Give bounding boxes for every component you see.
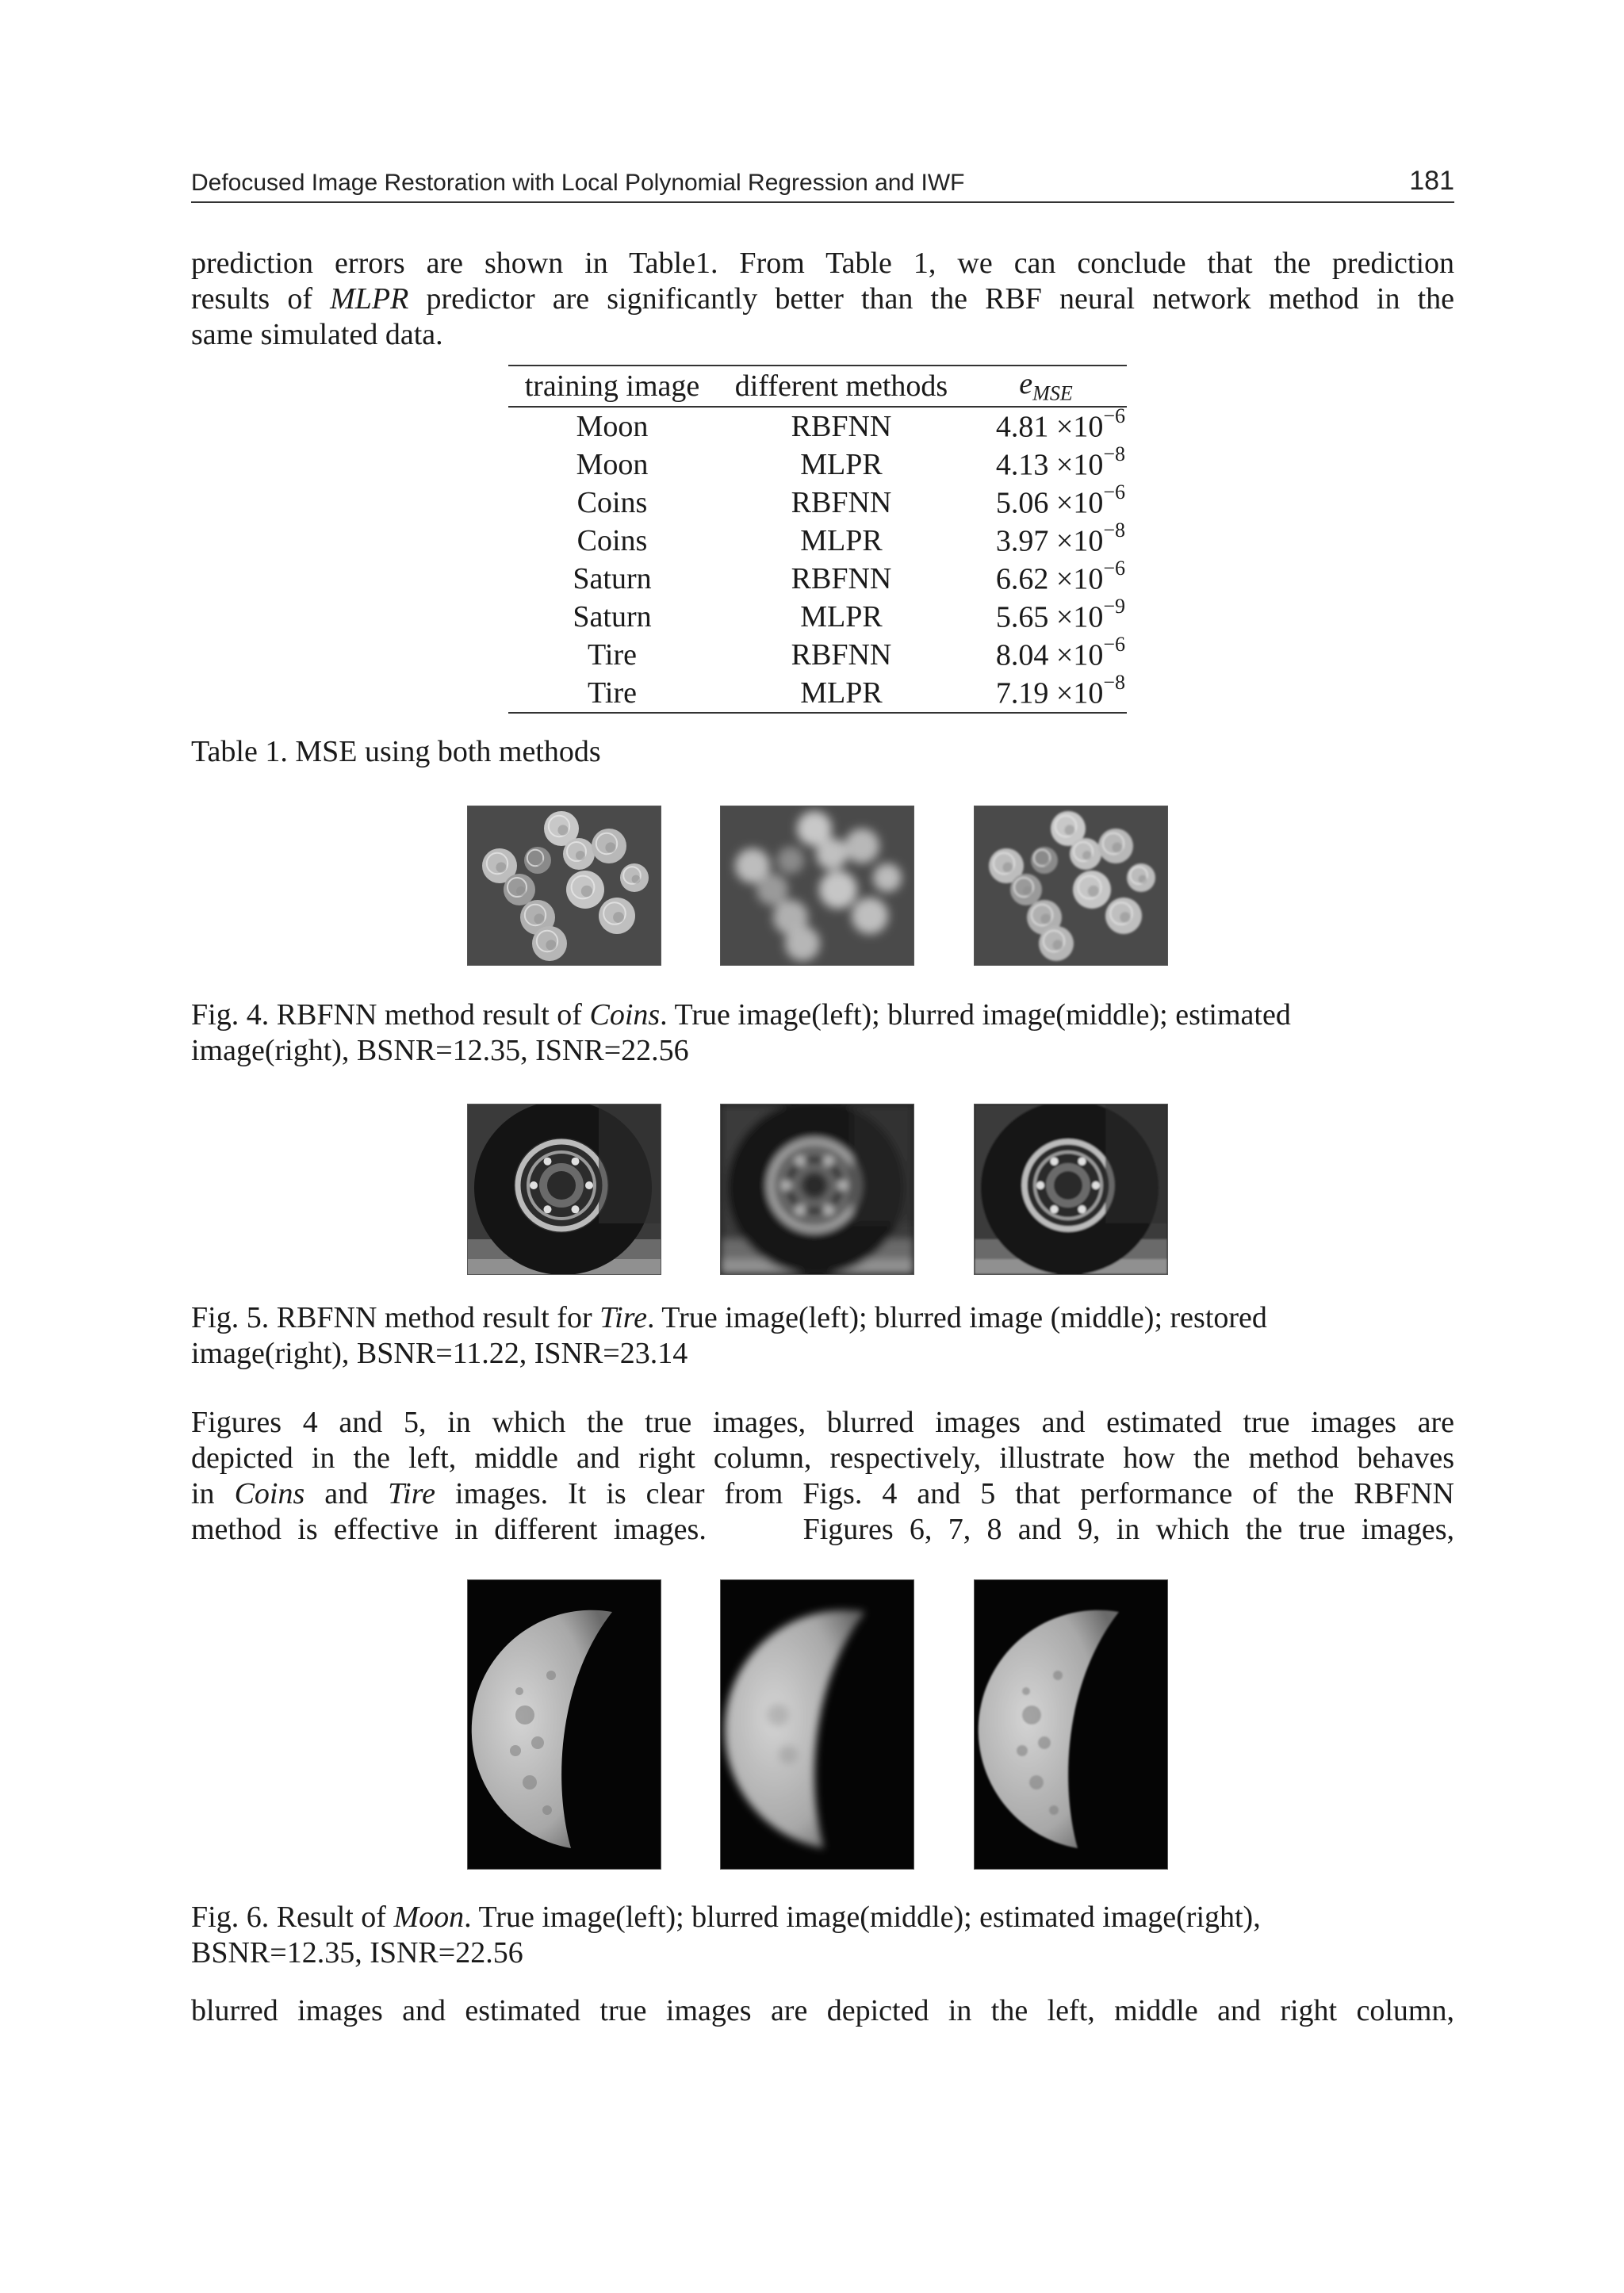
cell-emse-mantissa: 3.97 ×10 <box>995 524 1104 558</box>
cell-emse-exponent: −6 <box>1103 557 1125 580</box>
fig6-caption-a: Fig. 6. Result of <box>191 1901 394 1934</box>
cell-emse <box>967 442 1127 484</box>
table-header-row <box>508 366 1127 407</box>
body-paragraph-2 <box>191 1405 1454 1548</box>
intro-line-2-a: results of <box>191 282 331 316</box>
cell-image: Moon <box>576 409 649 443</box>
intro-line-1: prediction errors are shown in Table1. From Table 1, we can conclude that the prediction <box>191 247 1454 280</box>
table-row <box>508 484 1127 522</box>
body2-line-3 <box>191 1476 1454 1512</box>
table-body <box>508 404 1127 713</box>
cell-emse <box>967 633 1127 674</box>
mse-table <box>508 365 1127 714</box>
cell-emse-mantissa: 6.62 ×10 <box>995 562 1104 596</box>
fig4-true-image <box>467 806 661 966</box>
cell-image: Coins <box>576 485 648 519</box>
cell-emse-exponent: −8 <box>1103 442 1125 466</box>
fig5-restored-image <box>974 1104 1168 1275</box>
body2-line-3-em1: Coins <box>234 1477 305 1510</box>
cell-image: Tire <box>588 637 637 672</box>
fig5-caption-b: . True image(left); blurred image (middle); restored <box>646 1301 1267 1334</box>
fig5-blurred-image <box>720 1104 914 1275</box>
table-row <box>508 560 1127 598</box>
body-paragraph-3 <box>191 1993 1454 2029</box>
fig4-caption-b: . True image(left); blurred image(middle); estimated <box>660 998 1291 1032</box>
fig5-caption-line2: image(right), BSNR=11.22, ISNR=23.14 <box>191 1337 688 1370</box>
cell-method: MLPR <box>800 447 883 481</box>
fig4-blurred-image <box>720 806 914 966</box>
body2-line-3-c: images. It is clear from Figs. 4 and 5 that performance of the RBFNN <box>435 1477 1454 1510</box>
running-header <box>191 163 1454 203</box>
fig4-caption <box>191 997 1454 1069</box>
cell-emse <box>967 480 1127 522</box>
intro-paragraph <box>191 246 1454 353</box>
cell-image: Tire <box>588 676 637 710</box>
fig5-caption-a: Fig. 5. RBFNN method result for <box>191 1301 600 1334</box>
cell-method: MLPR <box>800 523 883 557</box>
cell-emse-mantissa: 4.13 ×10 <box>995 448 1104 482</box>
cell-method: MLPR <box>800 676 883 710</box>
body2-line-3-b: and <box>304 1477 389 1510</box>
page-number: 181 <box>1409 166 1454 196</box>
cell-emse-exponent: −6 <box>1103 633 1125 657</box>
table-caption: Table 1. MSE using both methods <box>191 735 601 768</box>
emse-e: e <box>1019 367 1033 400</box>
cell-method: RBFNN <box>791 409 892 443</box>
body2-line-4: method is effective in different images. Figures 6, 7, 8 and 9, in which the true images, <box>191 1513 1454 1546</box>
cell-method: RBFNN <box>791 485 892 519</box>
body2-line-3-em2: Tire <box>388 1477 435 1510</box>
intro-line-3: same simulated data. <box>191 318 443 351</box>
emse-sub: MSE <box>1032 381 1073 405</box>
cell-image: Saturn <box>573 599 652 634</box>
fig6-caption-em: Moon <box>393 1901 465 1934</box>
cell-method: RBFNN <box>791 561 892 595</box>
cell-emse <box>967 671 1127 713</box>
fig5-caption-em: Tire <box>599 1301 647 1334</box>
cell-emse-mantissa: 5.65 ×10 <box>995 600 1104 634</box>
col-header-training-image: training image <box>524 369 700 403</box>
cell-emse-exponent: −6 <box>1103 404 1125 428</box>
cell-image: Coins <box>576 523 648 557</box>
fig4-caption-em: Coins <box>589 998 661 1032</box>
cell-image: Saturn <box>573 561 652 595</box>
fig5-true-image <box>467 1104 661 1275</box>
cell-method: MLPR <box>800 599 883 634</box>
fig6-estimated-image <box>974 1579 1168 1870</box>
cell-emse-exponent: −6 <box>1103 480 1125 504</box>
table-row <box>508 407 1127 446</box>
cell-emse-mantissa: 5.06 ×10 <box>995 486 1104 520</box>
fig4-caption-line2: image(right), BSNR=12.35, ISNR=22.56 <box>191 1034 689 1067</box>
fig6-blurred-image <box>720 1579 914 1870</box>
cell-emse <box>967 595 1127 636</box>
intro-line-2-em: MLPR <box>330 282 409 316</box>
table-row <box>508 674 1127 713</box>
cell-emse-exponent: −8 <box>1103 671 1125 695</box>
intro-line-2 <box>191 281 1454 317</box>
cell-emse-mantissa: 7.19 ×10 <box>995 676 1104 710</box>
col-header-methods: different methods <box>734 369 948 403</box>
fig6-caption <box>191 1900 1454 1971</box>
cell-emse-mantissa: 4.81 ×10 <box>995 410 1104 444</box>
fig4-estimated-image <box>974 806 1168 966</box>
cell-emse <box>967 519 1127 560</box>
body3-line-1: blurred images and estimated true images are depicted in the left, middle and right column, <box>191 1994 1454 2027</box>
col-header-emse <box>967 366 1127 407</box>
body2-line-2: depicted in the left, middle and right column, respectively, illustrate how the method behaves <box>191 1441 1454 1475</box>
intro-line-2-b: predictor are significantly better than the RBF neural network method in the <box>408 282 1454 316</box>
fig5-caption <box>191 1300 1454 1372</box>
cell-method: RBFNN <box>791 637 892 672</box>
fig6-true-image <box>467 1579 661 1870</box>
cell-emse <box>967 404 1127 446</box>
cell-emse-exponent: −9 <box>1103 595 1125 618</box>
body2-line-1: Figures 4 and 5, in which the true images, blurred images and estimated true images are <box>191 1406 1454 1439</box>
table-row <box>508 446 1127 484</box>
fig4-caption-a: Fig. 4. RBFNN method result of <box>191 998 590 1032</box>
cell-emse-mantissa: 8.04 ×10 <box>995 638 1104 672</box>
table-row <box>508 598 1127 636</box>
table-row <box>508 636 1127 674</box>
cell-emse <box>967 557 1127 598</box>
cell-image: Moon <box>576 447 649 481</box>
fig6-caption-line2: BSNR=12.35, ISNR=22.56 <box>191 1936 523 1970</box>
running-title: Defocused Image Restoration with Local Polynomial Regression and IWF <box>191 170 965 196</box>
fig6-caption-b: . True image(left); blurred image(middle); estimated image(right), <box>464 1901 1261 1934</box>
cell-emse-exponent: −8 <box>1103 519 1125 542</box>
table-row <box>508 522 1127 560</box>
body2-line-3-a: in <box>191 1477 235 1510</box>
